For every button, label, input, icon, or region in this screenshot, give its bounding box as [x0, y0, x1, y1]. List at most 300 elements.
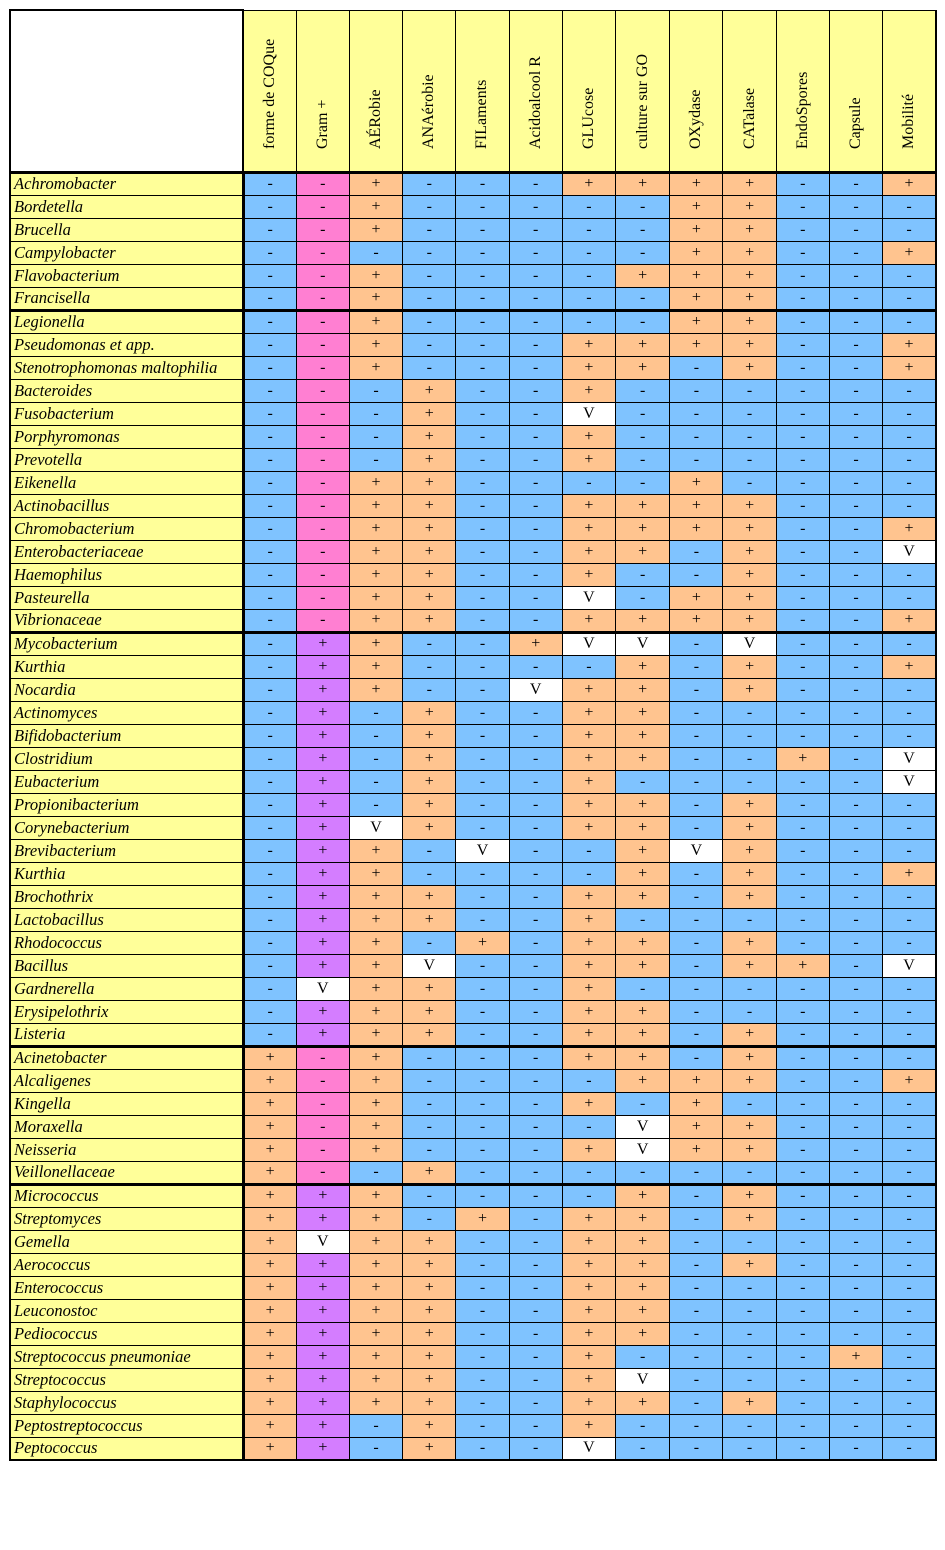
test-result-cell: +	[616, 724, 670, 747]
test-result-cell: +	[403, 793, 456, 816]
test-result-cell: +	[562, 931, 615, 954]
test-result-cell: -	[349, 724, 402, 747]
test-result-cell: -	[403, 356, 456, 379]
test-result-cell: +	[349, 471, 402, 494]
test-result-cell: +	[349, 862, 402, 885]
organism-name: Kurthia	[10, 655, 243, 678]
test-result-cell: +	[562, 1000, 615, 1023]
test-result-cell: +	[296, 1184, 349, 1207]
test-result-cell: +	[562, 885, 615, 908]
test-result-cell: -	[776, 586, 829, 609]
test-result-cell: -	[456, 977, 509, 1000]
test-result-cell: +	[403, 540, 456, 563]
test-result-cell: +	[616, 1000, 670, 1023]
test-result-cell: V	[562, 1437, 615, 1460]
test-result-cell: +	[456, 1207, 509, 1230]
test-result-cell: +	[296, 1414, 349, 1437]
test-result-cell: -	[776, 977, 829, 1000]
test-result-cell: -	[403, 241, 456, 264]
test-result-cell: +	[403, 1023, 456, 1046]
test-result-cell: -	[296, 195, 349, 218]
test-result-cell: -	[670, 1322, 723, 1345]
test-result-cell: +	[349, 1345, 402, 1368]
test-result-cell: -	[296, 563, 349, 586]
table-row	[10, 379, 936, 402]
test-result-cell: +	[883, 241, 936, 264]
test-result-cell: -	[776, 1230, 829, 1253]
organism-name: Neisseria	[10, 1138, 243, 1161]
test-result-cell: -	[456, 1368, 509, 1391]
table-row	[10, 747, 936, 770]
test-result-cell: +	[243, 1345, 296, 1368]
test-result-cell: -	[456, 1276, 509, 1299]
test-result-cell: -	[829, 1391, 882, 1414]
test-result-cell: -	[456, 356, 509, 379]
test-result-cell: +	[616, 1322, 670, 1345]
test-result-cell: -	[883, 1115, 936, 1138]
test-result-cell: -	[829, 816, 882, 839]
test-result-cell: -	[349, 448, 402, 471]
test-result-cell: -	[456, 494, 509, 517]
test-result-cell: -	[243, 793, 296, 816]
organism-name: Chromobacterium	[10, 517, 243, 540]
test-result-cell: -	[456, 241, 509, 264]
table-body	[10, 172, 936, 1460]
test-result-cell: -	[776, 908, 829, 931]
test-result-cell: +	[243, 1391, 296, 1414]
test-result-cell: +	[403, 747, 456, 770]
test-result-cell: -	[243, 747, 296, 770]
test-result-cell: +	[616, 517, 670, 540]
test-result-cell: -	[509, 1046, 562, 1069]
test-result-cell: +	[296, 655, 349, 678]
test-result-cell: -	[403, 655, 456, 678]
test-result-cell: -	[509, 1115, 562, 1138]
test-result-cell: -	[616, 1437, 670, 1460]
test-result-cell: +	[562, 563, 615, 586]
test-result-cell: -	[349, 241, 402, 264]
test-result-cell: -	[243, 931, 296, 954]
test-result-cell: +	[349, 494, 402, 517]
test-result-cell: -	[509, 1069, 562, 1092]
test-result-cell: -	[243, 218, 296, 241]
test-result-cell: -	[349, 770, 402, 793]
test-result-cell: -	[776, 356, 829, 379]
test-result-cell: -	[670, 908, 723, 931]
test-result-cell: -	[509, 954, 562, 977]
test-result-cell: -	[456, 793, 509, 816]
test-result-cell: -	[776, 678, 829, 701]
test-result-cell: -	[456, 471, 509, 494]
test-result-cell: +	[562, 425, 615, 448]
test-result-cell: -	[776, 724, 829, 747]
column-header	[562, 10, 615, 172]
test-result-cell: -	[883, 724, 936, 747]
test-result-cell: +	[243, 1299, 296, 1322]
test-result-cell: +	[616, 1069, 670, 1092]
test-result-cell: +	[616, 885, 670, 908]
test-result-cell: +	[296, 908, 349, 931]
table-row	[10, 954, 936, 977]
organism-name: Peptococcus	[10, 1437, 243, 1460]
test-result-cell: -	[243, 494, 296, 517]
test-result-cell: -	[776, 494, 829, 517]
test-result-cell: -	[509, 333, 562, 356]
test-result-cell: +	[562, 1345, 615, 1368]
test-result-cell: -	[883, 1207, 936, 1230]
test-result-cell: +	[562, 1046, 615, 1069]
test-result-cell: +	[296, 1391, 349, 1414]
test-result-cell: -	[829, 632, 882, 655]
test-result-cell: V	[403, 954, 456, 977]
table-row	[10, 448, 936, 471]
column-header-label: ANAérobie	[420, 73, 438, 149]
test-result-cell: -	[243, 977, 296, 1000]
test-result-cell: -	[883, 1322, 936, 1345]
corner-cell	[10, 10, 243, 172]
table-row	[10, 1069, 936, 1092]
test-result-cell: -	[509, 494, 562, 517]
test-result-cell: -	[456, 632, 509, 655]
test-result-cell: -	[509, 471, 562, 494]
table-row	[10, 287, 936, 310]
organism-name: Lactobacillus	[10, 908, 243, 931]
test-result-cell: -	[456, 1391, 509, 1414]
test-result-cell: +	[562, 1391, 615, 1414]
test-result-cell: -	[562, 218, 615, 241]
test-result-cell: +	[723, 1253, 776, 1276]
test-result-cell: -	[296, 1138, 349, 1161]
test-result-cell: +	[349, 540, 402, 563]
test-result-cell: -	[509, 172, 562, 195]
test-result-cell: -	[776, 425, 829, 448]
test-result-cell: -	[829, 793, 882, 816]
test-result-cell: -	[670, 1023, 723, 1046]
test-result-cell: -	[829, 563, 882, 586]
test-result-cell: -	[776, 793, 829, 816]
test-result-cell: +	[296, 839, 349, 862]
test-result-cell: -	[829, 1115, 882, 1138]
column-header	[776, 10, 829, 172]
test-result-cell: +	[616, 1207, 670, 1230]
column-header-label: Gram +	[313, 99, 331, 149]
table-row	[10, 655, 936, 678]
test-result-cell: -	[829, 333, 882, 356]
test-result-cell: -	[509, 701, 562, 724]
table-row	[10, 494, 936, 517]
test-result-cell: -	[883, 402, 936, 425]
test-result-cell: -	[829, 494, 882, 517]
test-result-cell: -	[296, 609, 349, 632]
test-result-cell: -	[776, 264, 829, 287]
column-header	[403, 10, 456, 172]
table-row	[10, 1023, 936, 1046]
test-result-cell: -	[456, 747, 509, 770]
test-result-cell: -	[456, 586, 509, 609]
test-result-cell: -	[723, 379, 776, 402]
test-result-cell: -	[776, 1046, 829, 1069]
test-result-cell: -	[883, 1138, 936, 1161]
test-result-cell: -	[509, 1184, 562, 1207]
test-result-cell: -	[883, 678, 936, 701]
test-result-cell: -	[349, 701, 402, 724]
test-result-cell: +	[562, 1414, 615, 1437]
test-result-cell: +	[349, 609, 402, 632]
test-result-cell: V	[616, 1115, 670, 1138]
test-result-cell: -	[456, 287, 509, 310]
column-header-label: FILaments	[473, 79, 491, 149]
test-result-cell: -	[456, 770, 509, 793]
test-result-cell: +	[670, 264, 723, 287]
test-result-cell: -	[509, 1391, 562, 1414]
test-result-cell: -	[616, 1414, 670, 1437]
test-result-cell: -	[883, 701, 936, 724]
test-result-cell: +	[883, 356, 936, 379]
table-row	[10, 908, 936, 931]
test-result-cell: -	[670, 1046, 723, 1069]
test-result-cell: -	[456, 379, 509, 402]
test-result-cell: -	[883, 1000, 936, 1023]
test-result-cell: +	[562, 1276, 615, 1299]
test-result-cell: -	[776, 287, 829, 310]
test-result-cell: -	[829, 218, 882, 241]
test-result-cell: +	[296, 701, 349, 724]
test-result-cell: -	[670, 1207, 723, 1230]
test-result-cell: -	[509, 816, 562, 839]
bacteria-identification-table	[9, 9, 937, 1461]
test-result-cell: +	[723, 1115, 776, 1138]
test-result-cell: +	[403, 885, 456, 908]
test-result-cell: -	[456, 1115, 509, 1138]
test-result-cell: -	[562, 287, 615, 310]
test-result-cell: -	[456, 1023, 509, 1046]
test-result-cell: -	[296, 402, 349, 425]
test-result-cell: V	[296, 1230, 349, 1253]
test-result-cell: -	[509, 1299, 562, 1322]
test-result-cell: +	[616, 1253, 670, 1276]
test-result-cell: -	[509, 264, 562, 287]
test-result-cell: -	[776, 563, 829, 586]
test-result-cell: +	[403, 494, 456, 517]
test-result-cell: +	[349, 1069, 402, 1092]
test-result-cell: -	[670, 1000, 723, 1023]
test-result-cell: -	[456, 678, 509, 701]
test-result-cell: +	[349, 1276, 402, 1299]
test-result-cell: +	[670, 1069, 723, 1092]
test-result-cell: -	[883, 1368, 936, 1391]
test-result-cell: -	[776, 1138, 829, 1161]
test-result-cell: -	[509, 425, 562, 448]
organism-name: Rhodococcus	[10, 931, 243, 954]
table-row	[10, 563, 936, 586]
test-result-cell: -	[776, 333, 829, 356]
test-result-cell: -	[509, 1322, 562, 1345]
test-result-cell: +	[403, 1230, 456, 1253]
organism-name: Staphylococcus	[10, 1391, 243, 1414]
test-result-cell: +	[296, 1253, 349, 1276]
test-result-cell: -	[349, 402, 402, 425]
test-result-cell: -	[509, 1000, 562, 1023]
test-result-cell: -	[403, 287, 456, 310]
test-result-cell: -	[776, 1253, 829, 1276]
test-result-cell: +	[243, 1276, 296, 1299]
test-result-cell: +	[243, 1046, 296, 1069]
organism-name: Stenotrophomonas maltophilia	[10, 356, 243, 379]
test-result-cell: +	[349, 563, 402, 586]
test-result-cell: +	[349, 632, 402, 655]
test-result-cell: -	[829, 1368, 882, 1391]
test-result-cell: +	[723, 195, 776, 218]
test-result-cell: +	[616, 609, 670, 632]
test-result-cell: -	[403, 1092, 456, 1115]
test-result-cell: -	[829, 609, 882, 632]
organism-name: Kingella	[10, 1092, 243, 1115]
test-result-cell: -	[456, 1046, 509, 1069]
test-result-cell: -	[670, 1161, 723, 1184]
test-result-cell: +	[670, 1138, 723, 1161]
test-result-cell: +	[403, 770, 456, 793]
organism-name: Veillonellaceae	[10, 1161, 243, 1184]
test-result-cell: V	[723, 632, 776, 655]
test-result-cell: -	[776, 770, 829, 793]
test-result-cell: +	[670, 241, 723, 264]
test-result-cell: +	[616, 264, 670, 287]
test-result-cell: -	[296, 425, 349, 448]
test-result-cell: -	[456, 1184, 509, 1207]
table-row	[10, 1184, 936, 1207]
test-result-cell: -	[403, 195, 456, 218]
test-result-cell: +	[776, 747, 829, 770]
test-result-cell: +	[349, 1000, 402, 1023]
table-row	[10, 425, 936, 448]
test-result-cell: -	[243, 172, 296, 195]
test-result-cell: -	[456, 563, 509, 586]
test-result-cell: +	[296, 1276, 349, 1299]
test-result-cell: +	[296, 954, 349, 977]
test-result-cell: -	[776, 195, 829, 218]
test-result-cell: +	[296, 1207, 349, 1230]
table-row	[10, 195, 936, 218]
table-row	[10, 678, 936, 701]
test-result-cell: -	[829, 1437, 882, 1460]
test-result-cell: +	[349, 1092, 402, 1115]
table-row	[10, 816, 936, 839]
test-result-cell: +	[723, 1207, 776, 1230]
organism-name: Bordetella	[10, 195, 243, 218]
test-result-cell: +	[562, 908, 615, 931]
test-result-cell: -	[776, 1207, 829, 1230]
table-row	[10, 609, 936, 632]
test-result-cell: -	[829, 1207, 882, 1230]
table-row	[10, 1161, 936, 1184]
test-result-cell: -	[509, 747, 562, 770]
header-row	[10, 10, 936, 172]
test-result-cell: +	[562, 448, 615, 471]
test-result-cell: -	[509, 908, 562, 931]
test-result-cell: -	[456, 1092, 509, 1115]
table-row	[10, 1115, 936, 1138]
test-result-cell: -	[456, 655, 509, 678]
test-result-cell: -	[456, 1000, 509, 1023]
test-result-cell: -	[776, 1437, 829, 1460]
test-result-cell: -	[509, 1230, 562, 1253]
column-header	[349, 10, 402, 172]
test-result-cell: -	[829, 770, 882, 793]
organism-name: Enterococcus	[10, 1276, 243, 1299]
test-result-cell: +	[562, 793, 615, 816]
test-result-cell: -	[776, 862, 829, 885]
test-result-cell: -	[456, 701, 509, 724]
test-result-cell: -	[243, 678, 296, 701]
test-result-cell: -	[829, 172, 882, 195]
test-result-cell: -	[829, 954, 882, 977]
table-row	[10, 172, 936, 195]
organism-name: Leuconostoc	[10, 1299, 243, 1322]
test-result-cell: +	[403, 1253, 456, 1276]
organism-name: Pseudomonas et app.	[10, 333, 243, 356]
test-result-cell: +	[723, 609, 776, 632]
table-row	[10, 1046, 936, 1069]
test-result-cell: +	[723, 563, 776, 586]
test-result-cell: +	[403, 563, 456, 586]
organism-name: Pediococcus	[10, 1322, 243, 1345]
test-result-cell: -	[723, 471, 776, 494]
test-result-cell: -	[829, 241, 882, 264]
test-result-cell: +	[723, 931, 776, 954]
test-result-cell: -	[562, 310, 615, 333]
test-result-cell: +	[403, 471, 456, 494]
test-result-cell: -	[829, 195, 882, 218]
test-result-cell: +	[562, 770, 615, 793]
test-result-cell: -	[829, 287, 882, 310]
test-result-cell: -	[723, 1000, 776, 1023]
test-result-cell: -	[883, 586, 936, 609]
test-result-cell: -	[509, 1276, 562, 1299]
table-row	[10, 1092, 936, 1115]
test-result-cell: -	[883, 1184, 936, 1207]
test-result-cell: +	[296, 1322, 349, 1345]
test-result-cell: -	[509, 1023, 562, 1046]
test-result-cell: -	[776, 1276, 829, 1299]
test-result-cell: +	[349, 908, 402, 931]
test-result-cell: -	[509, 1345, 562, 1368]
test-result-cell: -	[296, 586, 349, 609]
test-result-cell: +	[723, 862, 776, 885]
test-result-cell: -	[403, 1138, 456, 1161]
test-result-cell: -	[403, 1207, 456, 1230]
test-result-cell: -	[670, 632, 723, 655]
test-result-cell: -	[616, 586, 670, 609]
table-row	[10, 264, 936, 287]
test-result-cell: -	[403, 1069, 456, 1092]
test-result-cell: +	[349, 1230, 402, 1253]
test-result-cell: +	[403, 1000, 456, 1023]
test-result-cell: V	[883, 540, 936, 563]
test-result-cell: +	[670, 218, 723, 241]
test-result-cell: -	[670, 540, 723, 563]
test-result-cell: +	[349, 310, 402, 333]
test-result-cell: +	[403, 724, 456, 747]
test-result-cell: -	[403, 218, 456, 241]
organism-name: Streptococcus	[10, 1368, 243, 1391]
table-row	[10, 1299, 936, 1322]
test-result-cell: -	[616, 1161, 670, 1184]
test-result-cell: -	[829, 678, 882, 701]
test-result-cell: V	[616, 1138, 670, 1161]
table-row	[10, 724, 936, 747]
test-result-cell: V	[616, 1368, 670, 1391]
test-result-cell: -	[616, 1092, 670, 1115]
